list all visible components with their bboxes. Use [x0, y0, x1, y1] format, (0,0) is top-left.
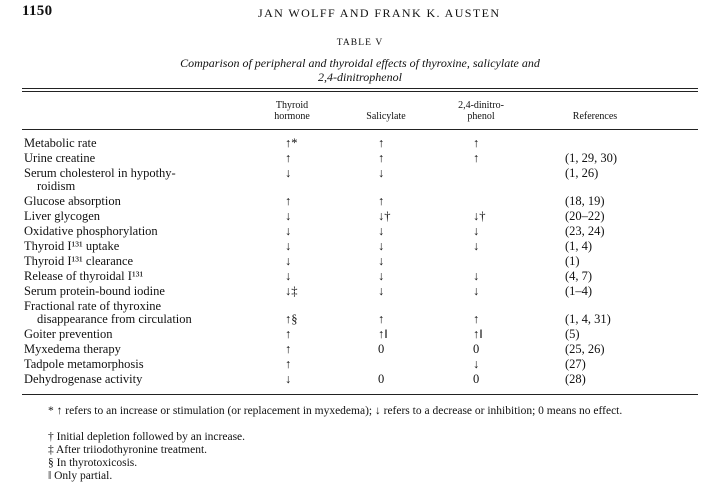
effect-cell-continuation: disappearance from circulation — [37, 312, 192, 326]
column-header-dinitrophenol — [449, 100, 513, 122]
salicylate-cell: ↓ — [378, 224, 385, 238]
dinitrophenol-cell: 0 — [473, 372, 480, 386]
dinitrophenol-cell: ↑‖ — [473, 327, 483, 341]
effect-cell: Serum protein-bound iodine — [24, 284, 165, 298]
footnote-double-dagger: ‡ After triiodothyronine treatment. — [48, 444, 208, 456]
dinitrophenol-cell: ↓† — [473, 209, 486, 223]
column-header-thyroid-line2: hormone — [274, 111, 310, 122]
effect-cell: Oxidative phosphorylation — [24, 224, 158, 238]
thyroid-hormone-cell: ↓ — [285, 254, 292, 268]
thyroid-hormone-cell: ↓ — [285, 372, 292, 386]
thyroid-hormone-cell: ↑* — [285, 136, 298, 150]
salicylate-cell: ↑ — [378, 136, 385, 150]
thyroid-hormone-cell: ↓ — [285, 166, 292, 180]
thyroid-hormone-cell: ↑ — [285, 357, 292, 371]
dinitrophenol-cell: ↑ — [473, 312, 480, 326]
caption-line-1: Comparison of peripheral and thyroidal effects of thyroxine, salicylate and — [180, 56, 540, 70]
footnote-parallel: ‖ Only partial. — [48, 470, 113, 482]
effect-cell: Release of thyroidal I¹³¹ — [24, 269, 144, 283]
salicylate-cell: ↑ — [378, 194, 385, 208]
salicylate-cell: ↓ — [378, 254, 385, 268]
effect-cell: Tadpole metamorphosis — [24, 357, 144, 371]
references-cell: (5) — [565, 327, 580, 341]
references-cell: (1, 26) — [565, 166, 599, 180]
thyroid-hormone-cell: ↑ — [285, 151, 292, 165]
column-header-thyroid-hormone — [264, 100, 320, 122]
table-row — [0, 327, 720, 342]
table-top-rule-double — [22, 91, 698, 92]
references-cell: (1–4) — [565, 284, 593, 298]
page-header — [22, 3, 698, 23]
thyroid-hormone-cell: ↓ — [285, 269, 292, 283]
references-cell: (28) — [565, 372, 586, 386]
column-header-salicylate: Salicylate — [366, 111, 406, 122]
table-row — [0, 194, 720, 209]
dinitrophenol-cell: ↑ — [473, 136, 480, 150]
table-top-rule — [22, 88, 698, 89]
effect-cell: Fractional rate of thyroxine — [24, 299, 162, 313]
dinitrophenol-cell: ↓ — [473, 284, 480, 298]
references-cell: (27) — [565, 357, 586, 371]
table-row — [0, 136, 720, 151]
salicylate-cell: ↑ — [378, 151, 385, 165]
salicylate-cell: ↓ — [378, 166, 385, 180]
footnote-section: § In thyrotoxicosis. — [48, 457, 138, 469]
column-header-thyroid-line1: Thyroid — [275, 100, 309, 111]
references-cell: (23, 24) — [565, 224, 605, 238]
dinitrophenol-cell: ↑ — [473, 151, 480, 165]
effect-cell: Serum cholesterol in hypothy- — [24, 166, 176, 180]
thyroid-hormone-cell: ↑ — [285, 327, 292, 341]
salicylate-cell: ↓ — [378, 239, 385, 253]
caption-line-2: 2,4-dinitrophenol — [318, 70, 402, 84]
references-cell: (1) — [565, 254, 580, 268]
effect-cell: Thyroid I¹³¹ clearance — [24, 254, 134, 268]
thyroid-hormone-cell: ↓ — [285, 209, 292, 223]
thyroid-hormone-cell: ↓ — [285, 239, 292, 253]
column-header-dnp-line2: phenol — [467, 111, 495, 122]
effect-cell: Glucose absorption — [24, 194, 121, 208]
references-cell: (18, 19) — [565, 194, 605, 208]
salicylate-cell: 0 — [378, 372, 385, 386]
table-caption — [150, 56, 570, 84]
salicylate-cell: 0 — [378, 342, 385, 356]
table-row — [0, 357, 720, 372]
table-row — [0, 342, 720, 357]
effect-cell: Metabolic rate — [24, 136, 97, 150]
references-cell: (1, 29, 30) — [565, 151, 618, 165]
salicylate-cell: ↓ — [378, 284, 385, 298]
running-head: JAN WOLFF AND FRANK K. AUSTEN — [258, 6, 501, 20]
effect-cell: Myxedema therapy — [24, 342, 121, 356]
effect-cell-continuation: roidism — [37, 179, 76, 193]
effect-cell: Liver glycogen — [24, 209, 101, 223]
thyroid-hormone-cell: ↑§ — [285, 312, 298, 326]
page-number: 1150 — [22, 3, 53, 19]
references-cell: (20–22) — [565, 209, 605, 223]
effect-cell: Urine creatine — [24, 151, 96, 165]
thyroid-hormone-cell: ↑ — [285, 342, 292, 356]
table-row — [0, 372, 720, 387]
table-row — [0, 151, 720, 166]
footnote-general: * ↑ refers to an increase or stimulation (or replacement in myxedema); ↓ refers to a decrease or inhibition; 0 means no effect. — [48, 405, 623, 417]
references-cell: (4, 7) — [565, 269, 593, 283]
effect-cell: Thyroid I¹³¹ uptake — [24, 239, 120, 253]
effect-cell: Goiter prevention — [24, 327, 113, 341]
table-row — [0, 269, 720, 284]
table-row — [0, 239, 720, 254]
column-header-references: References — [572, 111, 618, 122]
table-row-continuation — [0, 179, 720, 194]
references-cell: (1, 4, 31) — [565, 312, 611, 326]
dinitrophenol-cell: 0 — [473, 342, 480, 356]
footnote-dagger: † Initial depletion followed by an increase. — [48, 431, 246, 443]
references-cell: (1, 4) — [565, 239, 593, 253]
dinitrophenol-cell: ↓ — [473, 224, 480, 238]
header-rule — [22, 129, 698, 130]
dinitrophenol-cell: ↓ — [473, 239, 480, 253]
column-header-dnp-line1: 2,4-dinitro- — [458, 100, 504, 111]
references-cell: (25, 26) — [565, 342, 605, 356]
table-row-continuation — [0, 312, 720, 327]
table-row — [0, 284, 720, 299]
dinitrophenol-cell: ↓ — [473, 357, 480, 371]
salicylate-cell: ↑‖ — [378, 327, 388, 341]
salicylate-cell: ↓ — [378, 269, 385, 283]
dinitrophenol-cell: ↓ — [473, 269, 480, 283]
thyroid-hormone-cell: ↑ — [285, 194, 292, 208]
effect-cell: Dehydrogenase activity — [24, 372, 143, 386]
thyroid-hormone-cell: ↓‡ — [285, 284, 298, 298]
table-row — [0, 209, 720, 224]
table-label: TABLE V — [336, 38, 384, 48]
salicylate-cell: ↑ — [378, 312, 385, 326]
table-bottom-rule — [22, 394, 698, 395]
table-row — [0, 224, 720, 239]
table-row — [0, 254, 720, 269]
thyroid-hormone-cell: ↓ — [285, 224, 292, 238]
salicylate-cell: ↓† — [378, 209, 391, 223]
